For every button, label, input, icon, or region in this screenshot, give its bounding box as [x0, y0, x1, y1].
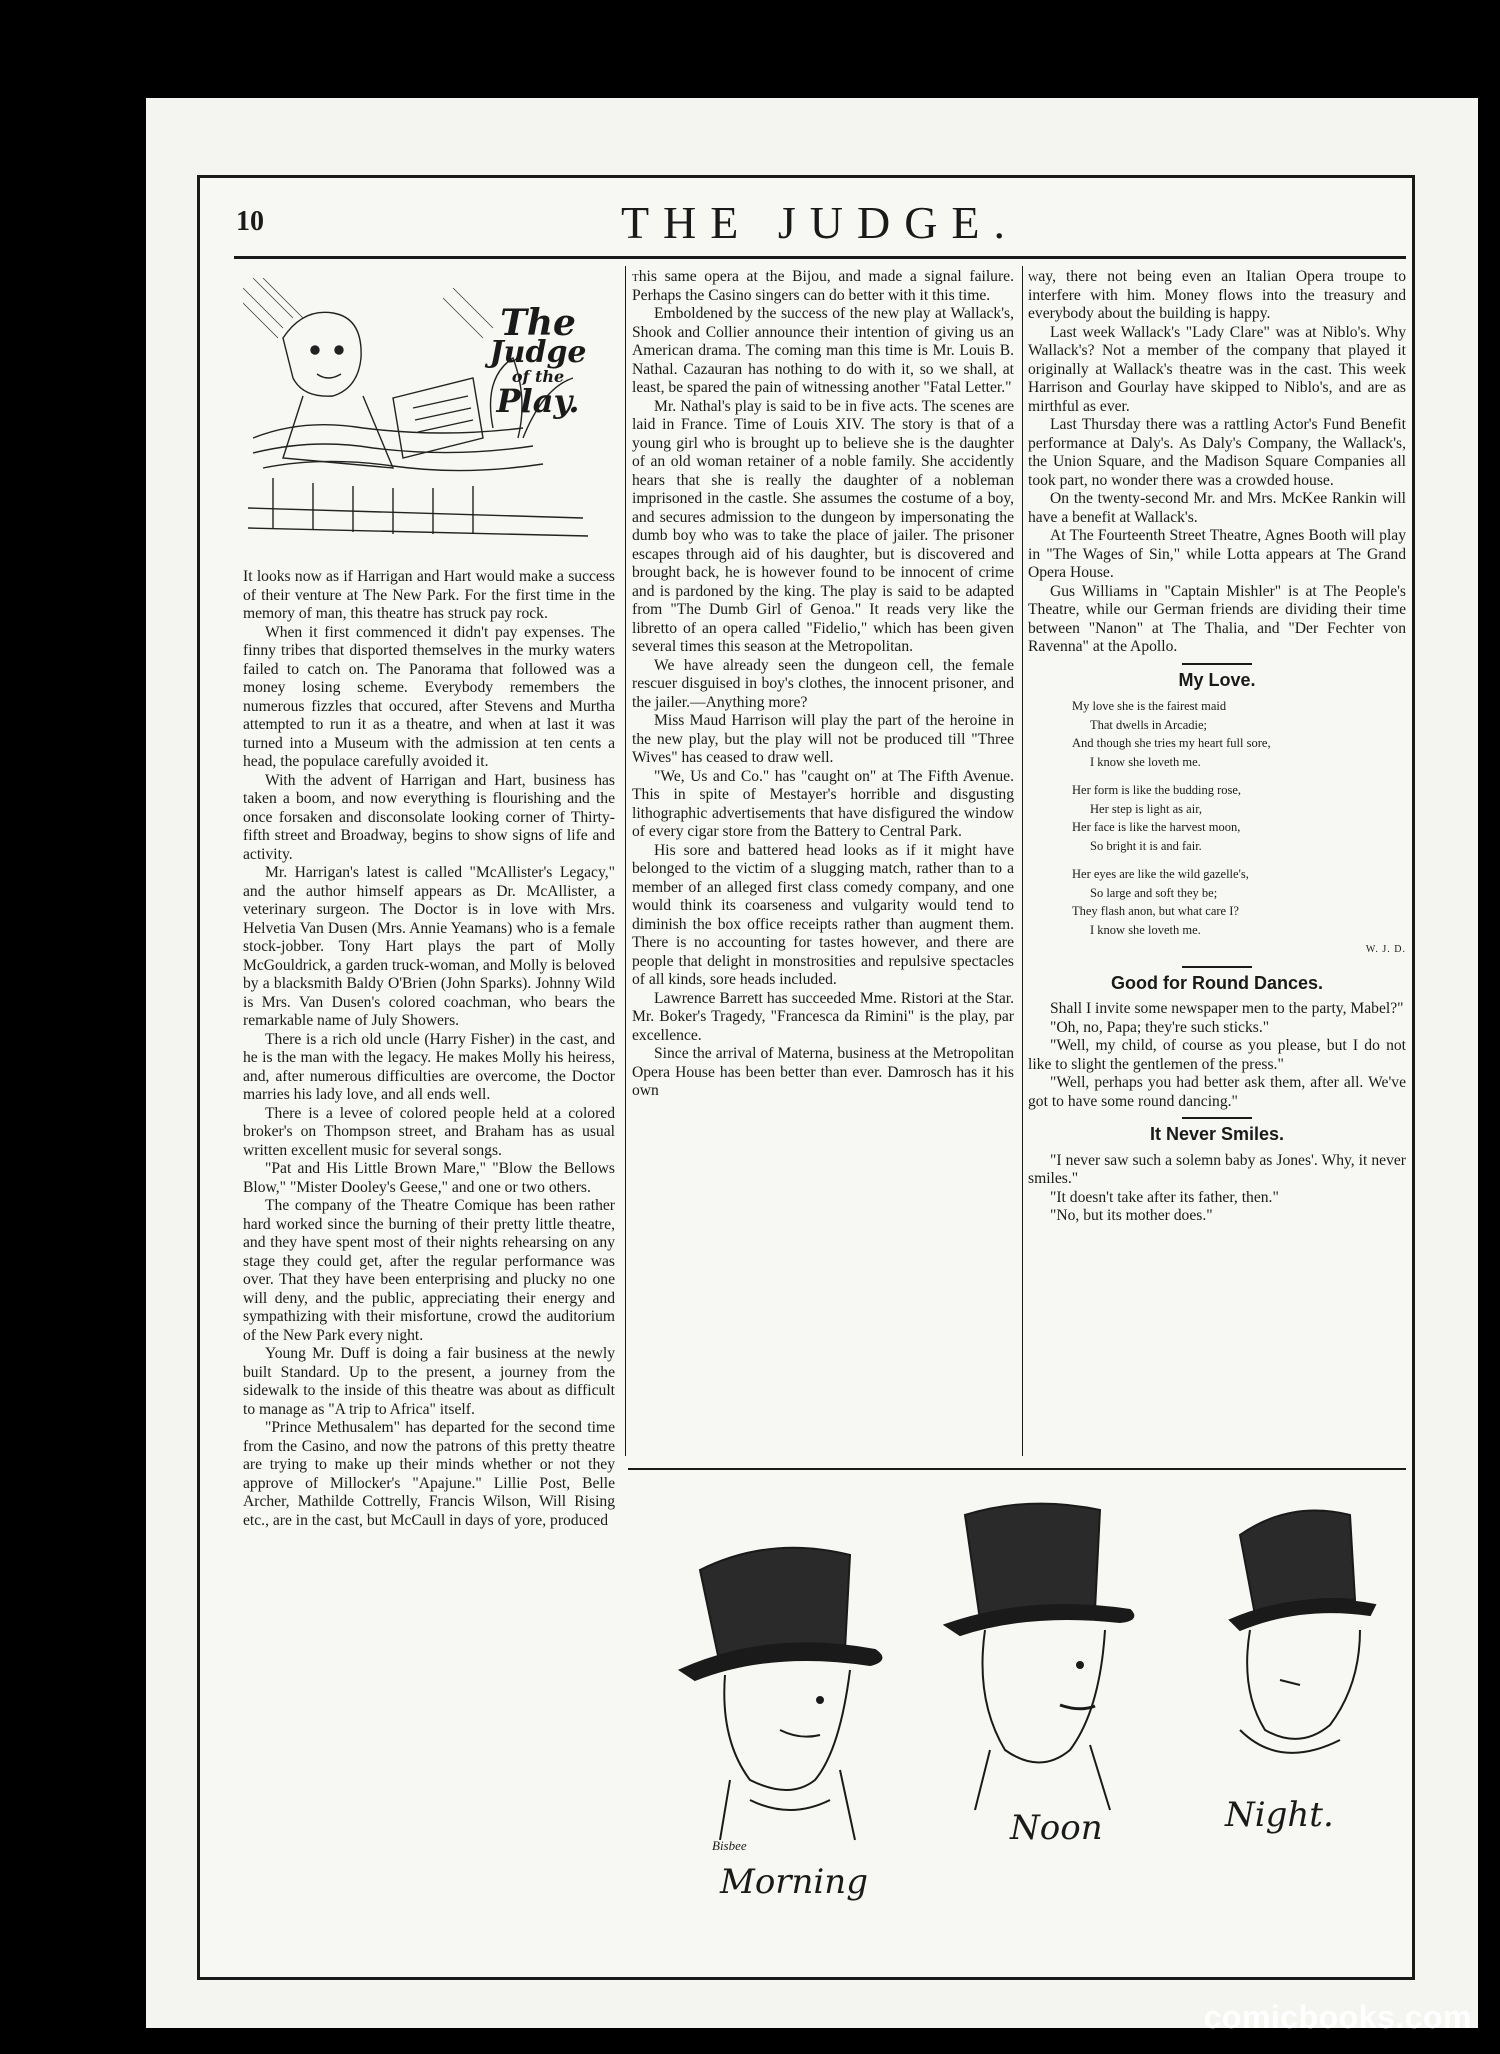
never-smiles-paragraph-2: "It doesn't take after its father, then." — [1050, 1188, 1279, 1206]
middle-paragraph-8: Lawrence Barrett has succeeded Mme. Ristori at the Star. Mr. Boker's Tragedy, "Francesca da Rimini" is the play, par excellence. — [632, 989, 1014, 1044]
judge-of-the-play-illustration — [243, 278, 603, 548]
left-paragraph-4: Mr. Harrigan's latest is called "McAllister's Legacy," and the author himself appears as Dr. McAllister, a veterinary surgeon. The Doctor is in love with Mrs. Helvetia Van Dusen (Mrs. Annie Yeamans) who is a female stock-jobber. Tony Hart plays the part of Molly McGouldrick, a garden truck-woman, and Molly is beloved by a blacksmith Baldy O'Brien (John Sparks). Johnny Wild is Mrs. Van Dusen's colored coachman, who bears the remarkable name of July Showers. — [243, 864, 615, 1029]
poem-line: Her step is light as air, — [1090, 801, 1202, 816]
never-smiles-heading: It Never Smiles. — [1149, 1124, 1285, 1144]
artist-signature: Bisbee — [712, 1838, 747, 1853]
poem-line: So bright it is and fair. — [1090, 838, 1202, 853]
poem-heading: My Love. — [1178, 669, 1256, 690]
poem-line: Her form is like the budding rose, — [1072, 783, 1242, 797]
round-dances-paragraph-2: "Oh, no, Papa; they're such sticks." — [1050, 1018, 1270, 1036]
right-paragraph-4: On the twenty-second Mr. and Mrs. McKee Rankin will have a benefit at Wallack's. — [1028, 490, 1406, 526]
round-dances-paragraph-1: Shall I invite some newspaper men to the party, Mabel?" — [1050, 1000, 1404, 1017]
poem-line: I know she loveth me. — [1090, 754, 1201, 769]
right-paragraph-6: Gus Williams in "Captain Mishler" is at The People's Theatre, while our German friends are dividing their time between "Nanon" at The Thalia, and "Der Fechter von Ravenna" at the Apollo. — [1028, 582, 1406, 655]
left-paragraph-8: The company of the Theatre Comique has been rather hard worked since the burning of their pretty little theatre, and they have spent most of their nights rehearsing on any stage they could get, after the regular performance was over. That they have been enterprising and plucky no one will deny, and the public, appreciating their energy and sympathizing with their misfortune, crowd the auditorium of the New Park every night. — [243, 1197, 615, 1344]
left-paragraph-1: It looks now as if Harrigan and Hart would make a success of their venture at The New Park. For the first time in the memory of man, this theatre has struck pay rock. — [243, 568, 615, 622]
section-rule-round-dances — [1182, 966, 1252, 968]
illustration-title-line-4: Play. — [496, 382, 580, 420]
left-paragraph-7: "Pat and His Little Brown Mare," "Blow the Bellows Blow," "Mister Dooley's Geese," and one or two others. — [243, 1160, 615, 1196]
watermark-text: comicbooks.com — [1203, 1999, 1472, 2035]
section-rule-never-smiles — [1182, 1117, 1252, 1119]
poem-line: Her eyes are like the wild gazelle's, — [1072, 867, 1249, 881]
poem-line: So large and soft they be; — [1090, 885, 1218, 900]
poem-line: My love she is the fairest maid — [1072, 699, 1227, 713]
left-paragraph-2: When it first commenced it didn't pay expenses. The finny tribes that disported themselves in the murky waters failed to catch on. The Panorama that followed was a money losing scheme. Everybody remembers the numerous fizzles that occured, after Stevens and Murtha attempted to run it as a theatre, and when at last it was turned into a Museum with the admission at ten cents a head, the populace carefully avoided it. — [243, 623, 615, 770]
middle-paragraph-6: "We, Us and Co." has "caught on" at The Fifth Avenue. This in spite of Mestayer's horrible and disgusting lithographic advertisements that have disfigured the window of every cigar store from the Battery to Central Park. — [632, 767, 1014, 840]
round-dances-heading: Good for Round Dances. — [1110, 972, 1323, 993]
middle-paragraph-4: We have already seen the dungeon cell, the female rescuer disguised in boy's clothes, the innocent prisoner, and the jailer.—Anything more? — [632, 656, 1014, 711]
left-paragraph-10: "Prince Methusalem" has departed for the second time from the Casino, and now the patrons of this pretty theatre are trying to make up their minds whether or not they approve of Millocker's "Apajune." Lillie Post, Belle Archer, Mathilde Cottrelly, Francis Wilson, Will Rising etc., are in the cast, but McCaull in days of yore, produced — [243, 1419, 615, 1529]
left-column — [243, 568, 615, 1968]
poem-signature: W. J. D. — [1365, 944, 1406, 955]
round-dances-paragraph-3: "Well, my child, of course as you please, but I do not like to slight the gentlemen of the press." — [1028, 1037, 1406, 1073]
never-smiles-paragraph-3: "No, but its mother does." — [1050, 1207, 1213, 1224]
section-rule-poem — [1182, 663, 1252, 665]
left-paragraph-9: Young Mr. Duff is doing a fair business at the newly built Standard. Up to the present, a journey from the sidewalk to the inside of this theatre was about as difficult to manage as "A trip to Africa" itself. — [243, 1345, 615, 1418]
middle-paragraph-7: His sore and battered head looks as if it might have belonged to the victim of a slugging match, rather than to a member of an alleged first class comedy company, and one would think its coarseness and vulgarity would tend to diminish the box office receipts rather than augment them. There is no accounting for tastes however, and there are people that delight in monstrosities and repulsive spectacles of all kinds, sore heads included. — [632, 841, 1014, 988]
round-dances-paragraph-4: "Well, perhaps you had better ask them, after all. We've got to have some round dancing." — [1028, 1074, 1406, 1110]
column-divider-2 — [1022, 266, 1023, 1456]
right-paragraph-3: Last Thursday there was a rattling Actor's Fund Benefit performance at Daly's. As Daly's Company, the Wallack's, the Union Square, and the Madison Square Companies all took part, no wonder there was a crowded house. — [1028, 416, 1406, 489]
middle-paragraph-5: Miss Maud Harrison will play the part of the heroine in the new play, but the play will not be produced till "Three Wives" has ceased to draw well. — [632, 712, 1014, 766]
left-paragraph-5: There is a rich old uncle (Harry Fisher) in the cast, and he is the man with the legacy. He makes Molly his heiress, and, after numerous difficulties are overcome, the Doctor marries his lady love, and all ends well. — [243, 1030, 615, 1103]
right-column — [1028, 268, 1406, 1460]
poem-line: I know she loveth me. — [1090, 922, 1201, 937]
middle-paragraph-2: Emboldened by the success of the new play at Wallack's, Shook and Collier announce their intention of giving us an American drama. The coming man this time is Mr. Louis B. Nathal. Cazauran has nothing to do with it, so we shall, at least, be spared the pain of witnessing another "Fatal Letter." — [632, 305, 1014, 396]
page-number: 10 — [236, 206, 264, 237]
middle-paragraph-1: this same opera at the Bijou, and made a signal failure. Perhaps the Casino singers can do better with it this time. — [632, 268, 1014, 304]
never-smiles-paragraph-1: "I never saw such a solemn baby as Jones'. Why, it never smiles." — [1028, 1151, 1406, 1187]
poem-body — [1072, 697, 1406, 939]
masthead-title: THE JUDGE. — [620, 197, 1020, 248]
cartoon-top-rule — [628, 1468, 1406, 1470]
masthead-rule — [234, 256, 1406, 259]
right-paragraph-2: Last week Wallack's "Lady Clare" was at Niblo's. Why Wallack's? Not a member of the company that played it originally at Wallack's theatre was in the cast. This week Harrison and Gourlay have skipped to Niblo's, and are as mirthful as ever. — [1028, 323, 1406, 415]
middle-paragraph-9: Since the arrival of Materna, business at the Metropolitan Opera House has been better than ever. Damrosch has it his own — [632, 1045, 1014, 1099]
left-paragraph-6: There is a levee of colored people held at a colored broker's on Thompson street, and Braham has as usual written excellent music for several songs. — [243, 1104, 615, 1159]
illustration-title-line-3: of the — [511, 367, 565, 386]
caption-noon: Noon — [1010, 1808, 1103, 1848]
poem-line: They flash anon, but what care I? — [1072, 904, 1239, 918]
middle-paragraph-3: Mr. Nathal's play is said to be in five acts. The scenes are laid in France. Time of Louis XIV. The story is that of a young girl who is brought up to believe she is the daughter of an old woman retainer of a noble family. She accidently hears that she is really the daughter of a nobleman imprisoned in the castle. She assumes the costume of a boy, and secures admission to the dungeon by impersonating the dumb boy who was to take the place of jailer. The prisoner escapes through aid of his daughter, but is discovered and brought back, he is however found to be innocent of crime and is pardoned by the king. The play is said to be adapted from "The Dumb Girl of Genoa." It reads very like the libretto of an opera called "Fidelio," which has been given several times this season at the Metropolitan. — [632, 397, 1014, 655]
poem-line: Her face is like the harvest moon, — [1072, 820, 1241, 834]
poem-line: That dwells in Arcadie; — [1090, 717, 1207, 732]
middle-column — [632, 268, 1014, 1460]
column-divider-1 — [625, 266, 626, 1456]
caption-night: Night. — [1225, 1795, 1334, 1835]
illustration-title-line-2: Judge — [489, 335, 587, 370]
caption-morning: Morning — [720, 1862, 868, 1902]
illustration-title-line-1: The — [500, 302, 576, 344]
poem-line: And though she tries my heart full sore, — [1072, 736, 1271, 750]
right-paragraph-1: way, there not being even an Italian Opera troupe to interfere with him. Money flows into the treasury and everybody about the building is happy. — [1028, 268, 1406, 322]
left-paragraph-3: With the advent of Harrigan and Hart, business has taken a boom, and now everything is flourishing and the once forsaken and disconsolate looking corner of Thirty-fifth street and Broadway, begins to show signs of life and activity. — [243, 771, 615, 863]
right-paragraph-5: At The Fourteenth Street Theatre, Agnes Booth will play in "The Wages of Sin," while Lotta appears at The Grand Opera House. — [1028, 527, 1406, 581]
